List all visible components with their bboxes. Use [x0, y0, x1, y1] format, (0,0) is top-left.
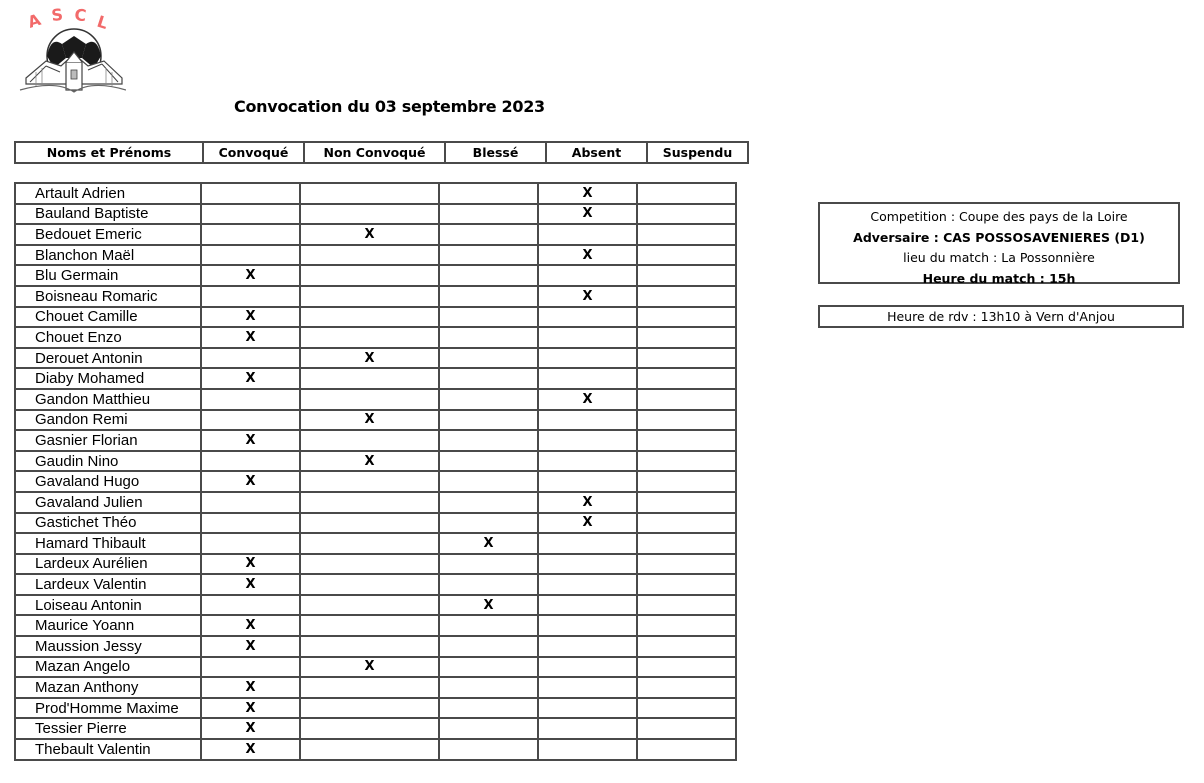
- status-cell: [439, 204, 538, 225]
- table-row: [15, 430, 736, 451]
- status-cell: [300, 492, 439, 513]
- col-header-absent: Absent: [546, 142, 647, 163]
- status-cell: [637, 286, 736, 307]
- status-cell: [439, 389, 538, 410]
- status-cell: [538, 698, 637, 719]
- status-cell: [637, 451, 736, 472]
- status-cell: [439, 718, 538, 739]
- status-cell: [300, 389, 439, 410]
- table-row: [15, 615, 736, 636]
- player-name: Chouet Enzo: [15, 327, 201, 348]
- player-name: Boisneau Romaric: [15, 286, 201, 307]
- status-cell: [300, 286, 439, 307]
- status-cell: [538, 430, 637, 451]
- status-cell: X: [538, 389, 637, 410]
- status-cell: [201, 595, 300, 616]
- status-cell: X: [439, 595, 538, 616]
- roster-header: [14, 141, 749, 164]
- table-row: [15, 698, 736, 719]
- status-cell: [201, 348, 300, 369]
- status-cell: X: [201, 327, 300, 348]
- table-row: [15, 492, 736, 513]
- status-cell: [201, 183, 300, 204]
- status-cell: [439, 677, 538, 698]
- status-cell: [439, 265, 538, 286]
- table-row: [15, 286, 736, 307]
- status-cell: [637, 327, 736, 348]
- status-cell: [637, 430, 736, 451]
- status-cell: [439, 657, 538, 678]
- table-row: [15, 636, 736, 657]
- status-cell: [201, 492, 300, 513]
- status-cell: X: [538, 286, 637, 307]
- status-cell: X: [201, 430, 300, 451]
- status-cell: [637, 245, 736, 266]
- player-name: Mazan Angelo: [15, 657, 201, 678]
- table-row: [15, 204, 736, 225]
- status-cell: [439, 430, 538, 451]
- status-cell: [439, 348, 538, 369]
- col-header-convoque: Convoqué: [203, 142, 304, 163]
- status-cell: [637, 595, 736, 616]
- status-cell: [439, 698, 538, 719]
- competition-line: Competition : Coupe des pays de la Loire: [870, 209, 1128, 224]
- status-cell: [439, 410, 538, 431]
- status-cell: X: [201, 307, 300, 328]
- table-row: [15, 677, 736, 698]
- status-cell: [637, 636, 736, 657]
- status-cell: X: [201, 615, 300, 636]
- status-cell: X: [201, 471, 300, 492]
- status-cell: [637, 204, 736, 225]
- status-cell: [538, 677, 637, 698]
- status-cell: X: [201, 554, 300, 575]
- status-cell: [538, 657, 637, 678]
- status-cell: X: [538, 513, 637, 534]
- table-row: [15, 533, 736, 554]
- status-cell: [538, 451, 637, 472]
- table-row: [15, 574, 736, 595]
- logo-letter-c: C: [73, 6, 88, 26]
- status-cell: [637, 657, 736, 678]
- status-cell: [637, 410, 736, 431]
- status-cell: [201, 204, 300, 225]
- status-cell: X: [201, 718, 300, 739]
- player-name: Lardeux Aurélien: [15, 554, 201, 575]
- player-name: Gavaland Julien: [15, 492, 201, 513]
- roster-table: [14, 182, 737, 761]
- status-cell: [637, 265, 736, 286]
- status-cell: X: [538, 204, 637, 225]
- status-cell: [637, 739, 736, 760]
- table-row: [15, 513, 736, 534]
- status-cell: [637, 718, 736, 739]
- status-cell: [538, 265, 637, 286]
- status-cell: [201, 224, 300, 245]
- table-row: [15, 595, 736, 616]
- player-name: Blu Germain: [15, 265, 201, 286]
- match-info-box: [818, 202, 1180, 284]
- status-cell: X: [538, 183, 637, 204]
- status-cell: [538, 327, 637, 348]
- status-cell: [201, 657, 300, 678]
- status-cell: [300, 739, 439, 760]
- player-name: Bedouet Emeric: [15, 224, 201, 245]
- player-name: Mazan Anthony: [15, 677, 201, 698]
- status-cell: [637, 368, 736, 389]
- logo-letter-a: A: [25, 9, 44, 32]
- status-cell: [201, 286, 300, 307]
- status-cell: [300, 471, 439, 492]
- status-cell: [439, 471, 538, 492]
- player-name: Gastichet Théo: [15, 513, 201, 534]
- table-row: [15, 183, 736, 204]
- status-cell: [439, 615, 538, 636]
- logo-letter-l: L: [94, 11, 111, 33]
- status-cell: [300, 265, 439, 286]
- player-name: Gasnier Florian: [15, 430, 201, 451]
- status-cell: [439, 307, 538, 328]
- status-cell: X: [300, 657, 439, 678]
- status-cell: [538, 533, 637, 554]
- player-name: Lardeux Valentin: [15, 574, 201, 595]
- status-cell: X: [300, 224, 439, 245]
- status-cell: X: [300, 348, 439, 369]
- status-cell: [300, 327, 439, 348]
- status-cell: X: [201, 677, 300, 698]
- status-cell: [538, 615, 637, 636]
- player-name: Bauland Baptiste: [15, 204, 201, 225]
- status-cell: [637, 389, 736, 410]
- status-cell: [300, 554, 439, 575]
- col-header-name: Noms et Prénoms: [15, 142, 203, 163]
- status-cell: [439, 451, 538, 472]
- status-cell: [538, 574, 637, 595]
- status-cell: [538, 410, 637, 431]
- status-cell: [300, 718, 439, 739]
- status-cell: [637, 615, 736, 636]
- status-cell: [201, 533, 300, 554]
- status-cell: X: [201, 698, 300, 719]
- status-cell: [538, 636, 637, 657]
- status-cell: [538, 307, 637, 328]
- status-cell: [300, 430, 439, 451]
- table-row: [15, 348, 736, 369]
- status-cell: [439, 286, 538, 307]
- status-cell: [439, 224, 538, 245]
- status-cell: [538, 595, 637, 616]
- status-cell: X: [300, 410, 439, 431]
- status-cell: [300, 513, 439, 534]
- player-name: Artault Adrien: [15, 183, 201, 204]
- status-cell: [300, 533, 439, 554]
- status-cell: X: [201, 739, 300, 760]
- status-cell: [439, 368, 538, 389]
- status-cell: [637, 307, 736, 328]
- status-cell: [637, 513, 736, 534]
- status-cell: [637, 471, 736, 492]
- player-name: Gandon Matthieu: [15, 389, 201, 410]
- status-cell: [300, 677, 439, 698]
- status-cell: [538, 368, 637, 389]
- table-row: [15, 245, 736, 266]
- status-cell: [637, 554, 736, 575]
- status-cell: [538, 718, 637, 739]
- player-name: Tessier Pierre: [15, 718, 201, 739]
- status-cell: X: [538, 492, 637, 513]
- player-name: Prod'Homme Maxime: [15, 698, 201, 719]
- player-name: Gandon Remi: [15, 410, 201, 431]
- player-name: Loiseau Antonin: [15, 595, 201, 616]
- table-row: [15, 471, 736, 492]
- player-name: Hamard Thibault: [15, 533, 201, 554]
- status-cell: [439, 183, 538, 204]
- status-cell: [201, 389, 300, 410]
- status-cell: [637, 224, 736, 245]
- status-cell: [439, 574, 538, 595]
- status-cell: X: [201, 574, 300, 595]
- player-name: Gavaland Hugo: [15, 471, 201, 492]
- status-cell: [300, 574, 439, 595]
- status-cell: [201, 451, 300, 472]
- table-row: [15, 718, 736, 739]
- player-name: Chouet Camille: [15, 307, 201, 328]
- player-name: Maurice Yoann: [15, 615, 201, 636]
- status-cell: [300, 698, 439, 719]
- col-header-blesse: Blessé: [445, 142, 546, 163]
- table-row: [15, 368, 736, 389]
- table-row: [15, 739, 736, 760]
- status-cell: [300, 615, 439, 636]
- table-row: [15, 410, 736, 431]
- status-cell: [637, 348, 736, 369]
- status-cell: [300, 595, 439, 616]
- status-cell: [538, 224, 637, 245]
- status-cell: [300, 183, 439, 204]
- player-name: Maussion Jessy: [15, 636, 201, 657]
- status-cell: X: [201, 636, 300, 657]
- player-name: Derouet Antonin: [15, 348, 201, 369]
- logo-letter-s: S: [50, 6, 64, 25]
- status-cell: [637, 492, 736, 513]
- status-cell: [201, 513, 300, 534]
- venue-line: lieu du match : La Possonnière: [903, 250, 1095, 265]
- status-cell: X: [538, 245, 637, 266]
- status-cell: [637, 183, 736, 204]
- page-title: Convocation du 03 septembre 2023: [234, 97, 545, 116]
- kickoff-line: Heure du match : 15h: [922, 270, 1076, 286]
- table-row: [15, 307, 736, 328]
- table-row: [15, 389, 736, 410]
- status-cell: [637, 677, 736, 698]
- status-cell: X: [201, 265, 300, 286]
- table-row: [15, 451, 736, 472]
- player-name: Blanchon Maël: [15, 245, 201, 266]
- status-cell: [538, 739, 637, 760]
- status-cell: [439, 327, 538, 348]
- table-row: [15, 554, 736, 575]
- status-cell: [538, 554, 637, 575]
- status-cell: [439, 245, 538, 266]
- status-cell: [439, 492, 538, 513]
- status-cell: [300, 204, 439, 225]
- status-cell: [439, 513, 538, 534]
- status-cell: [439, 554, 538, 575]
- status-cell: [300, 368, 439, 389]
- status-cell: X: [201, 368, 300, 389]
- status-cell: [538, 471, 637, 492]
- col-header-suspendu: Suspendu: [647, 142, 748, 163]
- col-header-non-convoque: Non Convoqué: [304, 142, 445, 163]
- status-cell: [201, 410, 300, 431]
- status-cell: [300, 245, 439, 266]
- status-cell: [637, 698, 736, 719]
- opponent-line: Adversaire : CAS POSSOSAVENIERES (D1): [853, 229, 1145, 245]
- status-cell: [300, 307, 439, 328]
- player-name: Diaby Mohamed: [15, 368, 201, 389]
- status-cell: [439, 636, 538, 657]
- status-cell: [439, 739, 538, 760]
- status-cell: [637, 574, 736, 595]
- status-cell: [637, 533, 736, 554]
- table-row: [15, 657, 736, 678]
- table-row: [15, 265, 736, 286]
- player-name: Gaudin Nino: [15, 451, 201, 472]
- meeting-time-box: Heure de rdv : 13h10 à Vern d'Anjou: [818, 305, 1184, 328]
- club-logo: [16, 6, 126, 96]
- status-cell: [538, 348, 637, 369]
- status-cell: [201, 245, 300, 266]
- table-row: [15, 327, 736, 348]
- status-cell: X: [439, 533, 538, 554]
- player-name: Thebault Valentin: [15, 739, 201, 760]
- table-row: [15, 224, 736, 245]
- status-cell: X: [300, 451, 439, 472]
- status-cell: [300, 636, 439, 657]
